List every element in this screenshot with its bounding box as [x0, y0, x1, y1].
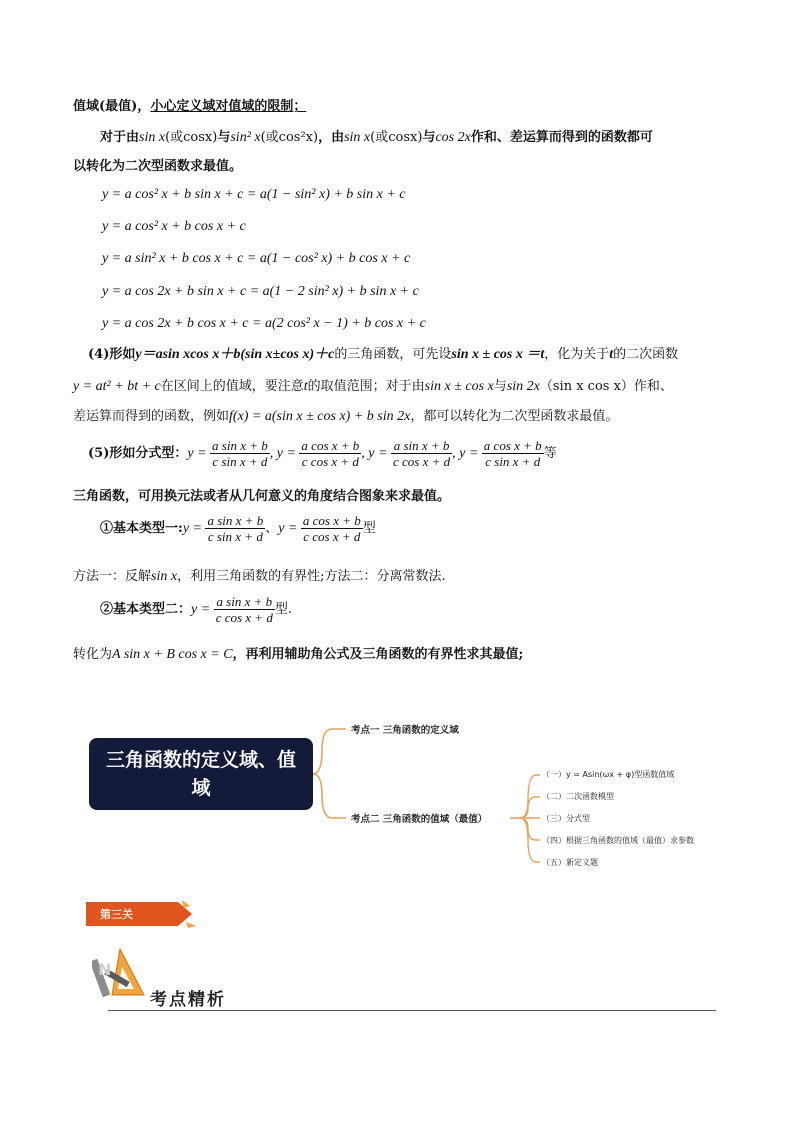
type1-sep: 、	[265, 521, 279, 536]
item4-t: t	[303, 379, 308, 394]
para1-text: 作和、差运算而得到的函数都可	[470, 130, 653, 145]
equation-5: y = a cos 2x + b cos x + c = a(2 cos² x − 1) + b cos x + c	[102, 316, 426, 331]
item5-label: (5)形如分式型：	[88, 446, 188, 461]
mindmap-branch-1: 考点一 三角函数的定义域	[351, 725, 459, 736]
item4-text: （sin x cos x）作和、	[539, 379, 673, 394]
fraction: $\frac{\text{a sin x + b}}{\text{c cos x + d}}$	[392, 438, 451, 469]
math-sinx: sin x	[344, 130, 371, 145]
transform-text: 转化为	[73, 647, 113, 662]
mindmap-leaf: （五）新定义题	[542, 858, 598, 867]
ruler-triangle-icon	[92, 945, 148, 1003]
item4-t: t	[609, 347, 614, 362]
mindmap-root	[89, 738, 313, 810]
item4-math: sin x ± cos x	[424, 379, 494, 394]
math-cos2x: cos 2x	[435, 130, 471, 145]
banner-label: 第三关	[100, 908, 133, 921]
item5-end: 等	[543, 446, 557, 461]
item4-label: (4)形如	[88, 347, 136, 362]
type2-label: ②基本类型二：	[100, 602, 192, 617]
fraction: $\frac{\text{a sin x + b}}{\text{c cos x + d}}$	[215, 594, 273, 625]
type2-end: 型.	[274, 602, 292, 617]
section-divider	[108, 1010, 716, 1011]
svg-text:N: N	[98, 960, 112, 979]
mindmap-leaf: （四）根据三角函数的值域（最值）求参数	[542, 836, 694, 845]
item4-text: 在区间上的值域，要注意	[160, 379, 304, 394]
para1-text: 与	[217, 130, 231, 145]
transform-eq: A sin x + B cos x = C	[112, 647, 233, 662]
item5-line1: (5)形如分式型：y = $\frac{\text{a sin x + b}}{\text{c sin x + d}}$ , y = $\frac{\text{a cos x + b}}{\text{c cos x + d}}$ , y = $\frac{\text{a sin x + b}}{\text{c cos x + d}}$ , y = $\frac{\text{a cos x + b}}{\text{c sin x + d}}$ 等	[88, 438, 557, 469]
mindmap-leaf: （二）二次函数模型	[542, 792, 614, 801]
mindmap-leaf: （一）y = Asin(ωx + φ)型函数值域	[542, 770, 675, 779]
fraction: $\frac{\text{a cos x + b}}{\text{c cos x + d}}$	[302, 513, 361, 544]
item4-sub: sin x ± cos x ＝t	[451, 347, 545, 362]
para1-text: 与	[422, 130, 436, 145]
item4-text: 与	[493, 379, 507, 394]
heading-prefix: 值域(最值)，	[73, 99, 151, 114]
transform-text: ，再利用辅助角公式及三角函数的有界性求其最值;	[232, 647, 524, 662]
type1-end: 型	[362, 521, 376, 536]
item4-text: 差运算而得到的函数，例如	[73, 409, 230, 424]
item4-text: ，都可以转化为二次型函数求最值。	[410, 409, 619, 424]
item4-eq: y = at² + bt + c	[73, 379, 161, 394]
math-sinx: sin x	[139, 130, 166, 145]
equation-3: y = a sin² x + b cos x + c = a(1 − cos² x) + b cos x + c	[102, 251, 411, 266]
item4-form: y＝asin xcos x＋b(sin x±cos x)＋c	[135, 347, 335, 362]
method-text: ，利用三角函数的有界性;方法二：分离常数法.	[177, 569, 446, 584]
item4-text: ，化为关于	[544, 347, 610, 362]
item4-eq: f(x) = a(sin x ± cos x) + b sin 2x	[229, 409, 411, 424]
type1-line: ①基本类型一:y = $\frac{\text{a sin x + b}}{\text{c sin x + d}}$ 、y = $\frac{\text{a cos x + b}}{\text{c cos x + d}}$ 型	[100, 513, 376, 544]
method-text: 方法一：反解	[73, 569, 152, 584]
mindmap-root-label: 三角函数的定义域、值域	[105, 749, 296, 799]
item4-math: sin 2x	[506, 379, 540, 394]
para1-text: ，由	[318, 130, 345, 145]
fraction: $\frac{\text{a cos x + b}}{\text{c cos x + d}}$	[301, 438, 360, 469]
type2-line: ②基本类型二：y = $\frac{\text{a sin x + b}}{\text{c cos x + d}}$ 型.	[100, 594, 292, 625]
mindmap-branch-2: 考点二 三角函数的值域（最值）	[351, 814, 488, 825]
item4-text: 的取值范围；对于由	[307, 379, 425, 394]
fraction: $\frac{\text{a sin x + b}}{\text{c sin x + d}}$	[207, 513, 264, 544]
item4-text: 的二次函数	[613, 347, 679, 362]
fraction: $\frac{\text{a cos x + b}}{\text{c sin x + d}}$	[483, 438, 542, 469]
equation-2: y = a cos² x + b cos x + c	[102, 219, 246, 234]
equation-4: y = a cos 2x + b sin x + c = a(1 − 2 sin² x) + b sin x + c	[102, 284, 419, 299]
fraction: $\frac{\text{a sin x + b}}{\text{c sin x + d}}$	[212, 438, 268, 469]
item5-line2: 三角函数，可用换元法或者从几何意义的角度结合图象来求最值。	[73, 489, 451, 504]
para1-line2: 以转化为二次型函数求最值。	[73, 159, 243, 174]
para1-text: 对于由	[100, 130, 140, 145]
section-title: 考点精析	[150, 990, 226, 1010]
para1-paren: (或cos²x)	[260, 130, 319, 145]
para1-paren: (或cosx)	[370, 130, 423, 145]
mindmap-leaf: （三）分式型	[542, 814, 590, 823]
method-math: sin x	[151, 569, 178, 584]
item4-text: 的三角函数，可先设	[334, 347, 452, 362]
heading-underlined: 小心定义域对值域的限制；	[150, 99, 307, 114]
para1-paren: (或cosx)	[165, 130, 218, 145]
equation-1: y = a cos² x + b sin x + c = a(1 − sin² x) + b sin x + c	[102, 187, 406, 202]
math-sin2x: sin² x	[230, 130, 261, 145]
type1-label: ①基本类型一:	[100, 521, 183, 536]
